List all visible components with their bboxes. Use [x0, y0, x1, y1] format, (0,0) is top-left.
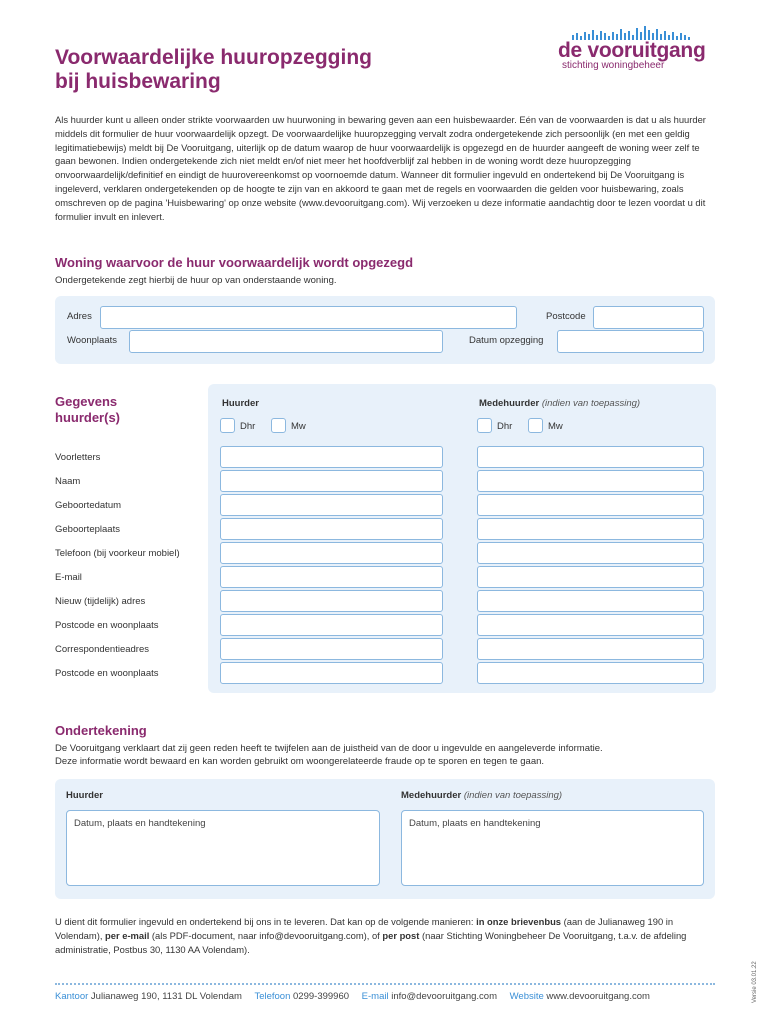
huurder-column-label: Huurder	[222, 398, 259, 409]
medehuurder-signature-box[interactable]	[401, 810, 704, 886]
adres-label: Adres	[67, 311, 92, 322]
datum-opzegging-label: Datum opzegging	[469, 335, 544, 346]
email-label: E-mail	[55, 572, 82, 583]
ondertekening-heading: Ondertekening	[55, 723, 147, 738]
footer-website-value[interactable]: www.devooruitgang.com	[546, 991, 650, 1002]
outro-part-2: (aan de Julianaweg 190 in Volendam),	[55, 916, 674, 941]
gegevens-heading-line-1: Gegevens	[55, 394, 118, 409]
naam-label: Naam	[55, 476, 81, 487]
medehuurder-voorletters-input[interactable]	[477, 446, 704, 468]
medehuurder-mw-checkbox[interactable]	[528, 418, 543, 433]
huurder-postcode-woonplaats-input[interactable]	[220, 614, 443, 636]
woonplaats-label: Woonplaats	[67, 335, 117, 346]
huurder-geboortedatum-input[interactable]	[220, 494, 443, 516]
geboorteplaats-label: Geboorteplaats	[55, 524, 120, 535]
footer-email-value[interactable]: info@devooruitgang.com	[391, 991, 497, 1002]
medehuurder-email-input[interactable]	[477, 566, 704, 588]
medehuurder-correspondentieadres-input[interactable]	[477, 638, 704, 660]
medehuurder-note: (indien van toepassing)	[541, 398, 641, 409]
logo-subtitle: stichting woningbeheer	[562, 60, 665, 71]
logo	[558, 26, 718, 71]
huurder-dhr-label: Dhr	[240, 421, 256, 432]
version-label: Versie 03.01.22	[752, 961, 758, 1003]
huurder-naam-input[interactable]	[220, 470, 443, 492]
footer-telefoon-label: Telefoon	[254, 991, 291, 1002]
outro-part-1: U dient dit formulier ingevuld en ondertekend bij ons in te leveren. Dat kan op de volgende manieren:	[55, 916, 477, 927]
page-title	[55, 46, 475, 94]
huurder-signature-hint: Datum, plaats en handtekening	[74, 818, 206, 829]
logo-bars-icon	[572, 26, 712, 40]
medehuurder-postcode-woonplaats-input[interactable]	[477, 614, 704, 636]
huurder-signature-box[interactable]	[66, 810, 380, 886]
huurder-voorletters-input[interactable]	[220, 446, 443, 468]
footer-email-label: E-mail	[361, 991, 389, 1002]
huurder-nieuw-adres-input[interactable]	[220, 590, 443, 612]
title-line-2: bij huisbewaring	[55, 70, 221, 93]
outro-text	[55, 915, 715, 957]
footer-telefoon-value: 0299-399960	[293, 991, 350, 1002]
woning-panel	[55, 296, 715, 364]
logo-name: de vooruitgang	[558, 39, 706, 62]
nieuw-adres-label: Nieuw (tijdelijk) adres	[55, 596, 146, 607]
ondertekening-line-1: De Vooruitgang verklaart dat zij geen reden heeft te twijfelen aan de juistheid van de door u ingevulde en aangeleverde informatie.	[55, 743, 603, 754]
gegevens-heading	[55, 394, 120, 426]
footer-divider	[55, 983, 715, 985]
medehuurder-column-label	[479, 398, 640, 409]
datum-opzegging-input[interactable]	[557, 330, 704, 353]
footer-kantoor-value: Julianaweg 190, 1131 DL Volendam	[90, 991, 242, 1002]
adres-input[interactable]	[100, 306, 517, 329]
postcode-woonplaats-2-label: Postcode en woonplaats	[55, 668, 159, 679]
outro-part-3: (als PDF-document, naar info@devooruitgang.com), of	[149, 930, 383, 941]
medehuurder-dhr-checkbox[interactable]	[477, 418, 492, 433]
footer-kantoor-label: Kantoor	[55, 991, 89, 1002]
postcode-input[interactable]	[593, 306, 704, 329]
correspondentieadres-label: Correspondentieadres	[55, 644, 150, 655]
sign-huurder-label: Huurder	[66, 790, 103, 801]
outro-part-4: (naar Stichting Woningbeheer De Vooruitgang, t.a.v. de afdeling administratie, Postbus 30, 1130 AA Volendam).	[55, 930, 687, 955]
huurder-correspondentieadres-input[interactable]	[220, 638, 443, 660]
huurder-telefoon-input[interactable]	[220, 542, 443, 564]
huurder-dhr-checkbox[interactable]	[220, 418, 235, 433]
huurder-postcode-woonplaats-2-input[interactable]	[220, 662, 443, 684]
title-line-1: Voorwaardelijke huuropzegging	[55, 46, 372, 69]
huurder-mw-label: Mw	[291, 421, 306, 432]
huurder-mw-checkbox[interactable]	[271, 418, 286, 433]
telefoon-label: Telefoon (bij voorkeur mobiel)	[55, 548, 180, 559]
sign-medehuurder-column-label	[401, 790, 562, 801]
sign-medehuurder-note: (indien van toepassing)	[463, 790, 563, 801]
medehuurder-geboortedatum-input[interactable]	[477, 494, 704, 516]
outro-brievenbus: in onze brievenbus	[476, 916, 562, 927]
huurder-email-input[interactable]	[220, 566, 443, 588]
huurder-geboorteplaats-input[interactable]	[220, 518, 443, 540]
medehuurder-naam-input[interactable]	[477, 470, 704, 492]
woning-heading: Woning waarvoor de huur voorwaardelijk wordt opgezegd	[55, 255, 414, 270]
medehuurder-mw-label: Mw	[548, 421, 563, 432]
medehuurder-nieuw-adres-input[interactable]	[477, 590, 704, 612]
outro-email: per e-mail	[105, 930, 150, 941]
medehuurder-postcode-woonplaats-2-input[interactable]	[477, 662, 704, 684]
footer	[55, 991, 715, 1002]
medehuurder-label: Medehuurder	[479, 398, 540, 409]
footer-website-label: Website	[509, 991, 544, 1002]
sign-medehuurder-label: Medehuurder	[401, 790, 462, 801]
ondertekening-panel	[55, 779, 715, 899]
postcode-label: Postcode	[546, 311, 586, 322]
gegevens-heading-line-2: huurder(s)	[55, 410, 120, 425]
woonplaats-input[interactable]	[129, 330, 443, 353]
voorletters-label: Voorletters	[55, 452, 101, 463]
medehuurder-geboorteplaats-input[interactable]	[477, 518, 704, 540]
medehuurder-signature-hint: Datum, plaats en handtekening	[409, 818, 541, 829]
intro-text: Als huurder kunt u alleen onder strikte voorwaarden uw huurwoning in bewaring geven aan een huisbewaarder. Eén van de voorwaarden is dat u als huurder middels dit formulier de huur voorwaardelijk opzegt. De voorwaardelijke huuropzegging vervalt zodra ondergetekende zich persoonlijk (en met een geldig legitimatiebewijs) meldt bij De Vooruitgang, uiterlijk op de datum waarop de huur voorwaardelijk is opgezegd en de huurder aangeeft de woning weer zelf te gaan bewonen. Indien ondergetekende zich niet meldt en/of niet meer het hoofdverblijf zal hebben in de woning wordt deze huuropzegging onvoorwaardelijk/definitief en eindigt de huurovereenkomst op voornoemde datum. Wanneer dit formulier ingevuld en ondertekend bij De Vooruitgang is ingeleverd, verklaren ondergetekenden op de hoogte te zijn van en akkoord te gaan met de regels en voorwaarden die gelden voor huisbewaring, zoals omschreven op de pagina 'Huisbewaring' op onze website (www.devooruitgang.com). Wij verzoeken u deze informatie aandachtig door te lezen voordat u dit formulier invult en inlevert.	[55, 114, 706, 222]
ondertekening-line-2: Deze informatie wordt bewaard en kan worden gebruikt om woongerelateerde fraude op te sporen en tegen te gaan.	[55, 756, 545, 767]
medehuurder-telefoon-input[interactable]	[477, 542, 704, 564]
medehuurder-dhr-label: Dhr	[497, 421, 513, 432]
outro-post: per post	[382, 930, 420, 941]
woning-subtext: Ondergetekende zegt hierbij de huur op van onderstaande woning.	[55, 275, 337, 286]
geboortedatum-label: Geboortedatum	[55, 500, 122, 511]
postcode-woonplaats-label: Postcode en woonplaats	[55, 620, 159, 631]
